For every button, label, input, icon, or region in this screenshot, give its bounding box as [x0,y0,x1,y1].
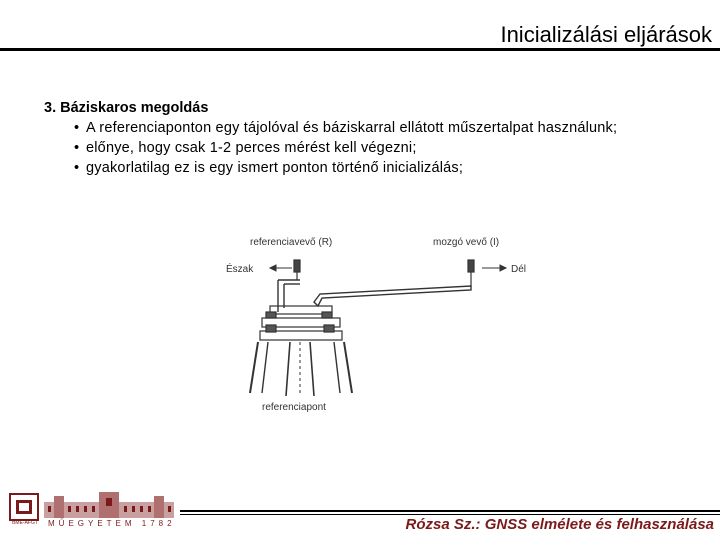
rover-receiver-label: mozgó vevő (I) [433,237,500,248]
reference-antenna-icon [294,260,300,280]
base-arm-icon [278,280,471,312]
reference-receiver-label: referenciavevő (R) [250,237,333,248]
north-arrow-icon [270,265,292,271]
footer-divider [180,510,720,512]
footer-credit: Rózsa Sz.: GNSS elmélete és felhasználása [405,516,714,533]
university-name: MŰEGYETEM 1782 [48,519,176,528]
bullet-item: • gyakorlatilag ez is egy ismert ponton történő inicializálás; [74,158,704,178]
south-arrow-icon [482,265,506,271]
base-arm-drawing [210,228,540,418]
crest-caption: BME-ÁFGT [12,520,38,526]
university-building-icon [44,490,174,518]
university-crest-icon [8,492,40,530]
slide-title: Inicializálási eljárások [500,22,712,47]
bullet-item: • A referenciaponton egy tájolóval és báziskarral ellátott műszertalpat használunk; [74,118,704,138]
tribrach-icon [260,306,342,340]
tripod-icon [250,342,352,396]
north-label: Észak [226,264,254,275]
section-heading: 3. Báziskaros megoldás [44,100,209,116]
footer-divider-thin [180,514,720,515]
base-arm-diagram [210,228,540,418]
bullet-list [44,118,704,178]
rover-antenna-icon [468,260,474,286]
reference-point-label: referenciapont [262,402,326,413]
south-label: Dél [511,264,527,275]
title-divider [0,48,720,51]
bullet-item: • előnye, hogy csak 1-2 perces mérést kell végezni; [74,138,704,158]
slide-content [44,98,704,178]
